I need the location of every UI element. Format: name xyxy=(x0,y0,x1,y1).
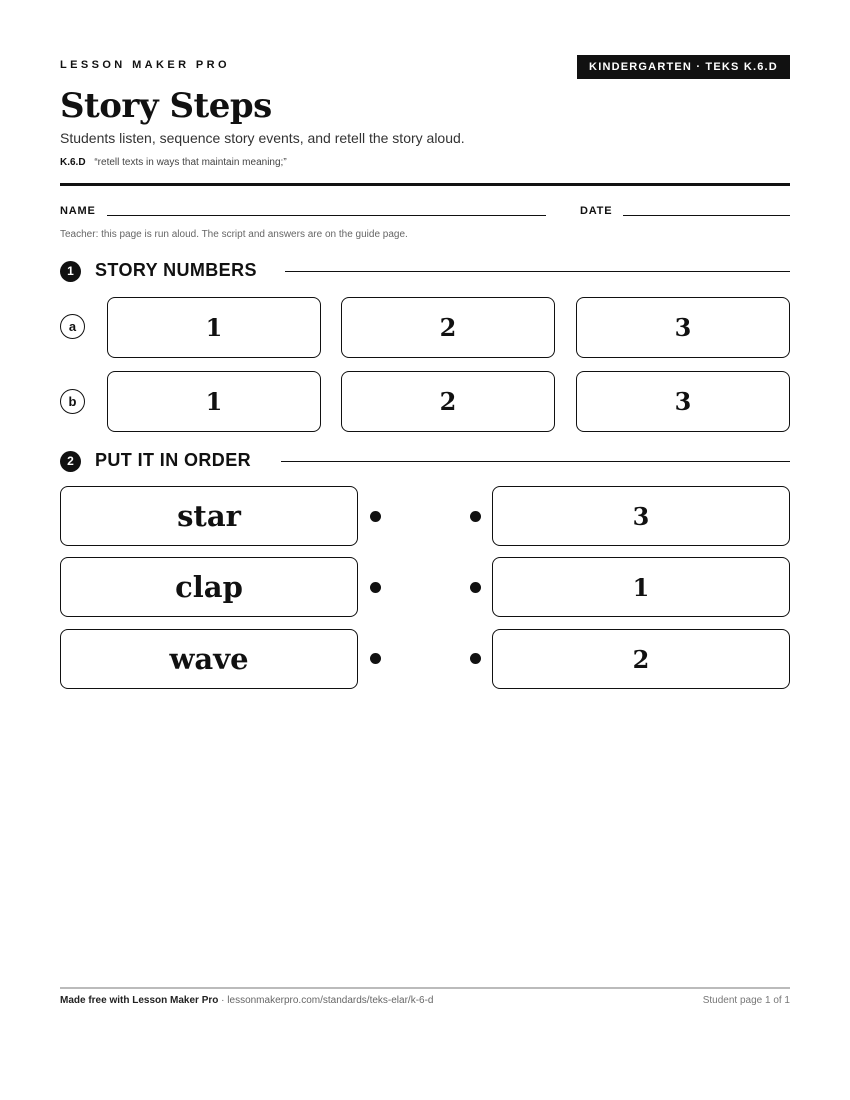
section-2-rule xyxy=(281,461,790,462)
date-field-line[interactable] xyxy=(623,215,790,216)
page-subtitle: Students listen, sequence story events, and retell the story aloud. xyxy=(60,130,465,146)
word-card[interactable]: clap xyxy=(60,557,358,617)
story-number-card[interactable]: 1 xyxy=(107,297,321,358)
order-number-card[interactable]: 2 xyxy=(492,629,790,689)
section-1-rule xyxy=(285,271,790,272)
match-dot-left[interactable] xyxy=(370,511,381,522)
name-label: NAME xyxy=(60,205,96,217)
story-number-card[interactable]: 3 xyxy=(576,371,790,432)
story-number-card[interactable]: 2 xyxy=(341,371,555,432)
section-2-title: PUT IT IN ORDER xyxy=(95,450,252,470)
match-dot-right[interactable] xyxy=(470,511,481,522)
standard-text: “retell texts in ways that maintain meaning;” xyxy=(94,157,287,168)
story-number-card[interactable]: 2 xyxy=(341,297,555,358)
section-1-number-badge: 1 xyxy=(60,261,81,282)
match-dot-left[interactable] xyxy=(370,653,381,664)
match-dot-left[interactable] xyxy=(370,582,381,593)
section-2-number-badge: 2 xyxy=(60,451,81,472)
page-title: Story Steps xyxy=(60,86,272,126)
header-divider xyxy=(60,183,790,186)
standard-code: K.6.D xyxy=(60,157,86,168)
word-card[interactable]: wave xyxy=(60,629,358,689)
row-b-letter-badge: b xyxy=(60,389,85,414)
order-number-card[interactable]: 1 xyxy=(492,557,790,617)
name-field-line[interactable] xyxy=(107,215,546,216)
match-dot-right[interactable] xyxy=(470,582,481,593)
row-a-letter-badge: a xyxy=(60,314,85,339)
word-card[interactable]: star xyxy=(60,486,358,546)
footer-brand: Made free with Lesson Maker Pro xyxy=(60,995,219,1006)
teacher-note: Teacher: this page is run aloud. The script and answers are on the guide page. xyxy=(60,229,408,240)
footer-url[interactable]: · lessonmakerpro.com/standards/teks-elar/k-6-d xyxy=(221,995,434,1006)
match-dot-right[interactable] xyxy=(470,653,481,664)
story-number-card[interactable]: 3 xyxy=(576,297,790,358)
footer-page-indicator: Student page 1 of 1 xyxy=(702,995,790,1006)
brand-name: LESSON MAKER PRO xyxy=(60,59,230,71)
section-1-title: STORY NUMBERS xyxy=(95,260,257,280)
order-number-card[interactable]: 3 xyxy=(492,486,790,546)
standard-reference xyxy=(60,157,287,168)
story-number-card[interactable]: 1 xyxy=(107,371,321,432)
footer-divider xyxy=(60,987,790,989)
footer-credit xyxy=(60,995,433,1006)
date-label: DATE xyxy=(580,205,613,217)
grade-standard-badge: KINDERGARTEN · TEKS K.6.D xyxy=(577,55,790,79)
